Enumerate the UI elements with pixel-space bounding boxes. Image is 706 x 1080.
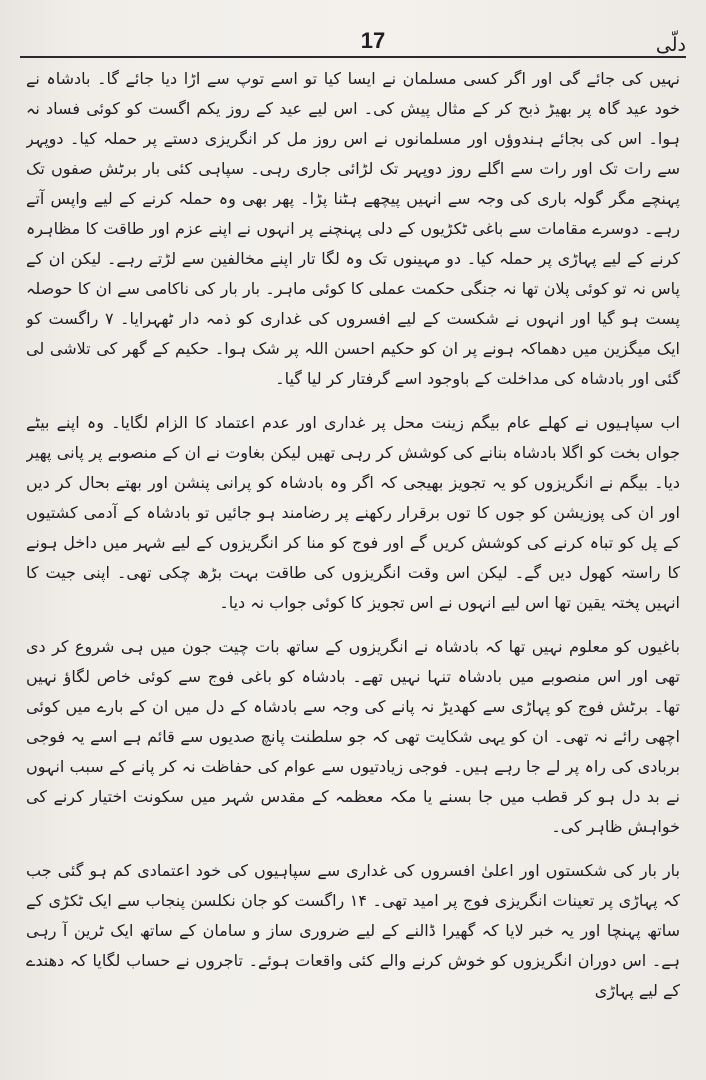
header-rule	[20, 56, 686, 58]
body-text	[26, 60, 680, 1070]
paragraph-3: باغیوں کو معلوم نہیں تھا کہ بادشاہ نے انگریزوں کے ساتھ بات چیت جون میں ہی شروع کر دی تھی اور اس منصوبے میں بادشاہ تنہا نہیں تھے۔ بادشاہ کو باغی فوج سے کوئی خاص لگاؤ نہیں تھا۔ برٹش فوج کو پہاڑی سے کھدیڑ نہ پانے کی وجہ سے بادشاہ کے دل میں ان کے بارے میں کوئی اچھی رائے نہ تھی۔ ان کو یہی شکایت تھی کہ جو سلطنت پانچ صدیوں سے قائم ہے اسے یہ فوجی بربادی کی راہ پر لے جا رہے ہیں۔ فوجی زیادتیوں سے عوام کی حفاظت نہ کر پانے کے سبب انہوں نے بد دل ہو کر قطب میں جا بسنے یا مکہ معظمہ کے مقدس شہر میں سکونت اختیار کرنے کی خواہش ظاہر کی۔	[26, 637, 680, 836]
paragraph-4: بار بار کی شکستوں اور اعلیٰ افسروں کی غداری سے سپاہیوں کی خود اعتمادی کم ہو گئی جب کہ پہاڑی پر تعینات انگریزی فوج پر امید تھی۔ ۱۴ راگست کو جان نکلسن پنجاب سے ایک ٹکڑی کے ساتھ پہنچا اور یہ خبر لایا کہ گھیرا ڈالنے کے لیے ضروری ساز و سامان کے ساتھ ایک ٹرین آ رہی ہے۔ اس دوران انگریزوں کو خوش کرنے والے کئی واقعات ہوئے۔ تاجروں نے حساب لگایا کہ دھندے کے لیے پہاڑی	[26, 861, 680, 1000]
paragraph-1: نہیں کی جائے گی اور اگر کسی مسلمان نے ایسا کیا تو اسے توپ سے اڑا دیا جائے گا۔ بادشاہ نے خود عید گاہ پر بھیڑ ذبح کر کے مثال پیش کی۔ اس لیے عید کے روز یکم اگست کو کوئی فساد نہ ہوا۔ اس کی بجائے ہندوؤں اور مسلمانوں نے اس روز مل کر انگریزی دستے پر حملہ کیا۔ دوپہر سے رات تک اور رات سے اگلے روز دوپہر تک لڑائی جاری رہی۔ سپاہی کئی بار برٹش صفوں تک پہنچے مگر گولہ باری کی وجہ سے انہیں پیچھے ہٹنا پڑا۔ پھر بھی وہ حملہ کرنے کے لیے واپس آتے رہے۔ دوسرے مقامات سے باغی ٹکڑیوں کے دلی پہنچنے پر انہوں نے اپنے عزم اور طاقت کا مظاہرہ کرنے کے لیے پہاڑی پر حملہ کیا۔ دو مہینوں تک وہ لگا تار اپنے مخالفین سے لڑتے رہے۔ لیکن ان کے پاس نہ تو کوئی پلان تھا نہ جنگی حکمت عملی کا کوئی ماہر۔ بار بار کی ناکامی سے ان کا حوصلہ پست ہو گیا اور انہوں نے شکست کے لیے افسروں کی غداری کو ذمہ دار ٹھہرایا۔ ۷ راگست کو ایک میگزین میں دھماکہ ہونے پر ان کو حکیم احسن اللہ پر شک ہوا۔ حکیم کے گھر کی تلاشی لی گئی اور بادشاہ کی مداخلت کے باوجود اسے گرفتار کر لیا گیا۔	[26, 69, 680, 388]
paragraph-2: اب سپاہیوں نے کھلے عام بیگم زینت محل پر غداری اور عدم اعتماد کا الزام لگایا۔ وہ اپنے بیٹے جواں بخت کو اگلا بادشاہ بنانے کی کوشش کر رہی تھیں لیکن بغاوت نے ان کے منصوبے پر پانی پھیر دیا۔ بیگم نے انگریزوں کو یہ تجویز بھیجی کہ اگر وہ بادشاہ کو پرانی پنشن اور بھتے بحال کر دیں اور ان کی پوزیشن کو جوں کا توں برقرار رکھنے پر رضامند ہو جائیں تو بادشاہ کے آدمی کشتیوں کے پل کو تباہ کرنے کی کوشش کریں گے اور فوج کو منا کر انگریزوں کے لیے شہر میں داخل ہونے کا راستہ کھول دیں گے۔ لیکن اس وقت انگریزوں کی طاقت بہت بڑھ چکی تھی۔ اپنی جیت کا انہیں پختہ یقین تھا اس لیے انہوں نے اس تجویز کا کوئی جواب نہ دیا۔	[26, 413, 680, 612]
running-head: دلّی	[655, 34, 686, 56]
page-number: 17	[360, 28, 386, 53]
